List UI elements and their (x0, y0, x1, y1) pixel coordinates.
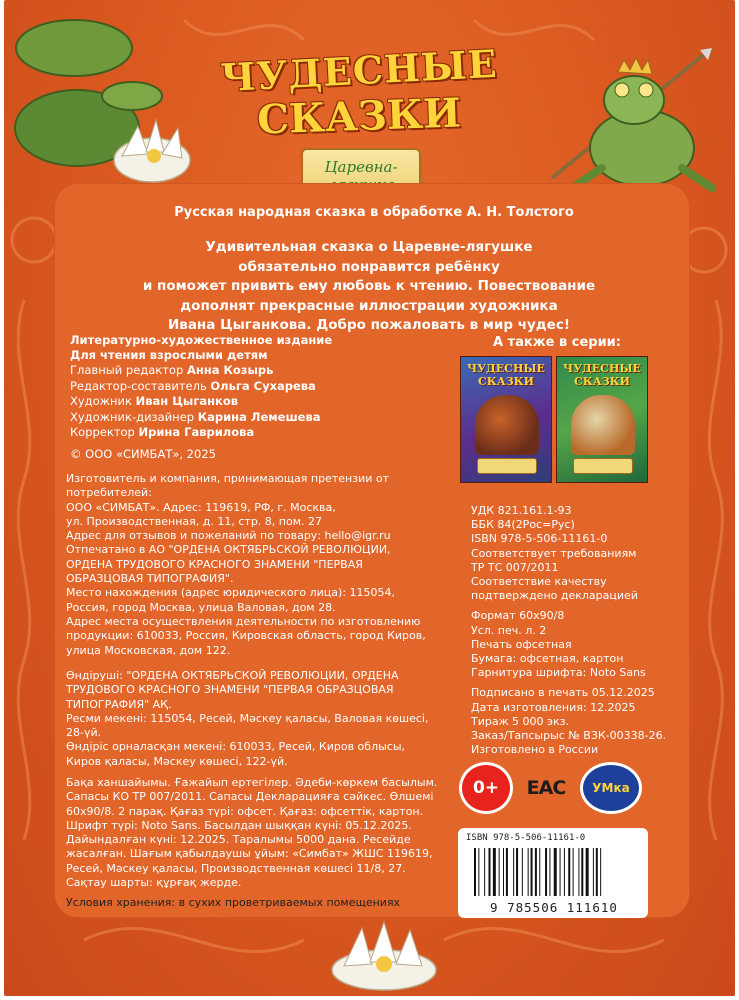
kazakh-book-info: Бақа ханшайымы. Ғажайып ертегілер. Әдеби-көркем басылым. Сапасы КО ТР 007/2011. Сапасы Декларацияға сәйкес. Өлшемі 60х90/8. 2 парақ. Қағаз түрі: офсет. Қағаз: офсеттік, картон. Шрифт түрі: Noto Sans. Басылдан шыққан күні: 05.12.2025. Дайындалған күні: 12.2025. Таралымы 5000 дана. Ресейде жасалған. Шағым қабылдаушы ұйым: «Симбат» ЖШС 119619, Ресей, Мәскеу қаласы, Производственная көшесі 11/8, 27. Сақтау шарты: құрғақ жерде. (66, 776, 438, 890)
lily-pads-illustration (12, 10, 212, 200)
barcode-bar (493, 848, 496, 896)
credit-line: Главный редактор Анна Козырь (70, 363, 274, 377)
barcode-bar (539, 848, 540, 896)
barcode-bar (568, 848, 570, 896)
description-line: дополнят прекрасные иллюстрации художника (180, 297, 558, 314)
credit-line: Редактор-составитель Ольга Сухарева (70, 378, 316, 393)
barcode-bar (560, 848, 561, 896)
barcode-bar (506, 848, 508, 896)
description-line: обязательно понравится ребёнку (238, 258, 500, 275)
barcode-bar (596, 848, 598, 896)
barcode-bar (484, 848, 485, 896)
barcode-bar (478, 848, 479, 896)
credit-line: Корректор Ирина Гаврилова (70, 425, 255, 439)
barcode-bar (554, 848, 557, 896)
barcode-bar (586, 848, 589, 896)
storage-conditions: Условия хранения: в сухих проветриваемых помещениях (66, 896, 401, 909)
barcode-bar (581, 848, 583, 896)
credits-list (70, 363, 321, 441)
description-line: Удивительная сказка о Царевне-лягушке (205, 239, 533, 255)
barcode-bar (549, 848, 550, 896)
credit-line: Художник-дизайнер Карина Лемешева (70, 409, 321, 424)
barcode-bar (535, 848, 537, 896)
publisher-logo: УМка (580, 762, 642, 814)
barcode-bar (600, 848, 601, 896)
kazakh-manufacturer-info: Өндіруші: "ОРДЕНА ОКТЯБРЬСКОЙ РЕВОЛЮЦИИ, ОРДЕНА ТРУДОВОГО КРАСНОГО ЗНАМЕНИ "ПЕРВАЯ ОБРАЗЦОВАЯ ТИПОГРАФИЯ" АҚ. Ресми мекені: 115054, Ресей, Мәскеу қаласы, Валовая көшесі, 28-үй. Өндіріс орналасқан мекені: 610033, Ресей, Киров облысы, Киров қаласы, Мәскеу көшесі, 122-үй. (66, 669, 429, 768)
barcode-bar (503, 848, 504, 896)
series-title-line1: ЧУДЕСНЫЕ (219, 40, 499, 101)
book-illustration (475, 395, 539, 455)
back-cover (4, 0, 735, 996)
barcode-bar (528, 848, 529, 896)
barcode-bar (489, 848, 491, 896)
barcode-bar (513, 848, 514, 896)
book-title: Царевна- (324, 158, 398, 176)
series-heading: А также в серии: (493, 335, 621, 350)
barcode-bar (522, 848, 523, 896)
edition-type: Литературно-художественное издание Для чтения взрослыми детям (70, 333, 333, 362)
water-lily-illustration (324, 918, 444, 996)
age-rating-badge: 0+ (459, 762, 513, 814)
credit-line: Художник Иван Цыганков (70, 394, 239, 408)
copyright: © ООО «СИМБАТ», 2025 (70, 447, 216, 461)
book-illustration (571, 395, 635, 455)
description-line: Ивана Цыганкова. Добро пожаловать в мир чудес! (167, 317, 570, 333)
barcode-bar (573, 848, 574, 896)
book-scroll-label (573, 458, 633, 474)
book-description (104, 238, 634, 336)
barcode-bar (578, 848, 579, 896)
barcode (458, 828, 648, 918)
publication-specs: УДК 821.161.1-93 ББК 84(2Рос=Рус) ISBN 978-5-506-11161-0 Соответствует требованиям ТР ТС 007/2011 Соответствие качеству подтверждено декларацией Формат 60х90/8 Усл. печ. л. 2 Печать офсетная Бумага: офсетная, картон Гарнитура шрифта: Noto Sans Подписано в печать 05.12.2025 Дата изготовления: 12.2025 Тираж 5 000 экз. Заказ/Тапсырыс № ВЗК-00338-26. Изготовлено в России (471, 504, 667, 757)
series-logo (209, 38, 509, 198)
book-scroll-label (477, 458, 537, 474)
eac-certification-mark: ЕАС (526, 777, 566, 799)
barcode-bar (499, 848, 500, 896)
manufacturer-info: Изготовитель и компания, принимающая претензии от потребителей: ООО «СИМБАТ». Адрес: 119619, РФ, г. Москва, ул. Производственная, д. 11, стр. 8, пом. 27 Адрес для отзывов и пожеланий по товару: hello@igr.ru Отпечатано в АО "ОРДЕНА ОКТЯБРЬСКОЙ РЕВОЛЮЦИИ, ОРДЕНА ТРУДОВОГО КРАСНОГО ЗНАМЕНИ "ПЕРВАЯ ОБРАЗЦОВАЯ ТИПОГРАФИЯ". Место нахождения (адрес юридического лица): 115054, Россия, город Москва, улица Валовая, дом 28. Адрес места осуществления деятельности по изготовлению продукции: 610033, Россия, Кировская область, город Киров, улица Московская, дом 122. (66, 472, 426, 657)
barcode-bar (474, 848, 476, 896)
barcode-isbn: ISBN 978-5-506-11161-0 (466, 833, 586, 843)
barcode-bar (593, 848, 594, 896)
series-book-cover: ЧУДЕСНЫЕ СКАЗКИ (556, 356, 648, 483)
frog-illustration (542, 38, 732, 198)
barcode-bar (531, 848, 533, 896)
book-subtitle: Русская народная сказка в обработке А. Н. Толстого (174, 205, 574, 220)
barcode-bar (516, 848, 518, 896)
series-title-line2: СКАЗКИ (256, 89, 462, 144)
description-line: и поможет привить ему любовь к чтению. Повествование (142, 278, 596, 294)
barcode-bars (474, 848, 634, 896)
barcode-bar (545, 848, 547, 896)
series-book-cover: ЧУДЕСНЫЕ СКАЗКИ (460, 356, 552, 483)
barcode-digits: 9 785506 111610 (490, 900, 618, 915)
barcode-bar (564, 848, 565, 896)
